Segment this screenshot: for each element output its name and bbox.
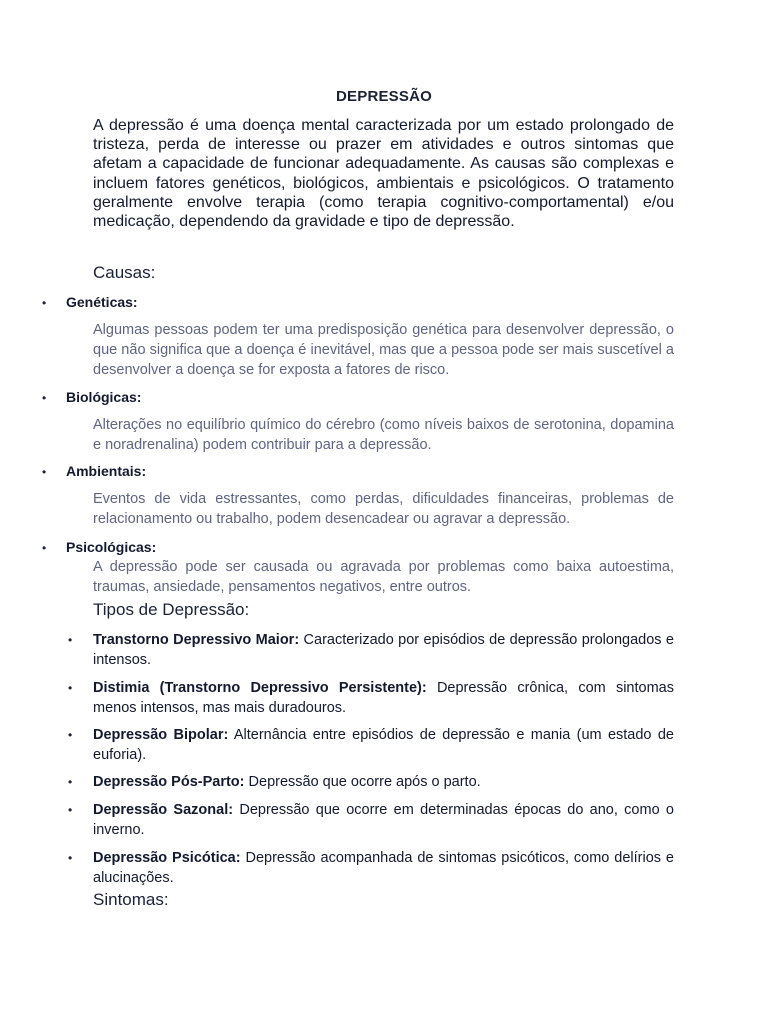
bullet-icon: • [42, 465, 47, 479]
bullet-icon: • [42, 541, 47, 555]
type-item [93, 800, 674, 840]
type-name: Transtorno Depressivo Maior: [93, 632, 300, 648]
type-description: Caracterizado por episódios de depressão prolongados e intensos. [93, 632, 674, 668]
cause-label-biologicas: Biológicas: [66, 389, 142, 405]
type-description: Depressão crônica, com sintomas menos intensos, mas mais duradouros. [93, 680, 674, 716]
bullet-icon: • [68, 775, 73, 789]
type-item [93, 630, 674, 670]
bullet-icon: • [68, 803, 73, 817]
bullet-icon: • [68, 633, 73, 647]
cause-label-psicologicas: Psicológicas: [66, 539, 157, 555]
bullet-icon: • [68, 851, 73, 865]
types-heading: Tipos de Depressão: [93, 600, 250, 619]
type-name: Depressão Bipolar: [93, 727, 229, 743]
type-item [93, 725, 674, 765]
bullet-icon: • [68, 681, 73, 695]
type-item [93, 848, 674, 888]
cause-description-psicologicas: A depressão pode ser causada ou agravada por problemas como baixa autoestima, traumas, ansiedade, pensamentos negativos, entre outros. [93, 559, 674, 595]
type-name: Depressão Sazonal: [93, 802, 234, 818]
type-item [93, 772, 674, 792]
cause-description-ambientais: Eventos de vida estressantes, como perdas, dificuldades financeiras, problemas de relacionamento ou trabalho, podem desencadear ou agravar a depressão. [93, 491, 674, 527]
bullet-icon: • [42, 296, 47, 310]
type-item [93, 678, 674, 718]
cause-description-biologicas: Alterações no equilíbrio químico do cérebro (como níveis baixos de serotonina, dopamina e noradrenalina) podem contribuir para a depressão. [93, 417, 674, 453]
cause-label-ambientais: Ambientais: [66, 463, 147, 479]
type-description: Alternância entre episódios de depressão e mania (um estado de euforia). [93, 727, 674, 763]
intro-paragraph: A depressão é uma doença mental caracterizada por um estado prolongado de tristeza, perda de interesse ou prazer em atividades e outros sintomas que afetam a capacidade de funcionar adequadamente. As causas são complexas e incluem fatores genéticos, biológicos, ambientais e psicológicos. O tratamento geralmente envolve terapia (como terapia cognitivo-comportamental) e/ou medicação, dependendo da gravidade e tipo de depressão. [93, 117, 674, 231]
type-name: Depressão Pós-Parto: [93, 774, 245, 790]
type-name: Distimia (Transtorno Depressivo Persistente): [93, 680, 427, 696]
type-description: Depressão que ocorre em determinadas épocas do ano, como o inverno. [93, 802, 674, 838]
document-title: DEPRESSÃO [336, 88, 432, 105]
cause-description-geneticas: Algumas pessoas podem ter uma predisposição genética para desenvolver depressão, o que não significa que a doença é inevitável, mas que a pessoa pode ser mais suscetível a desenvolver a doença se for exposta a fatores de risco. [93, 322, 674, 378]
type-name: Depressão Psicótica: [93, 850, 241, 866]
cause-label-geneticas: Genéticas: [66, 294, 138, 310]
bullet-icon: • [68, 728, 73, 742]
symptoms-heading: Sintomas: [93, 890, 169, 909]
type-description: Depressão acompanhada de sintomas psicóticos, como delírios e alucinações. [93, 850, 674, 886]
causes-heading: Causas: [93, 263, 156, 282]
bullet-icon: • [42, 391, 47, 405]
type-description: Depressão que ocorre após o parto. [248, 774, 481, 790]
